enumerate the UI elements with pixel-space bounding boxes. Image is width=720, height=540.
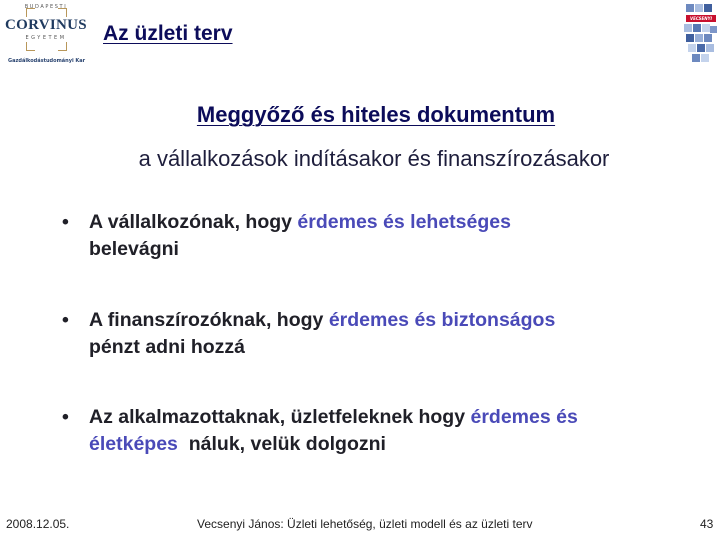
bullet-text-plain-2: pénzt adni hozzá xyxy=(89,336,245,358)
bullet-text-highlight: érdemes és biztonságos xyxy=(328,309,556,331)
bullet-dot-icon: • xyxy=(62,309,69,331)
corvinus-logo xyxy=(4,4,96,66)
logo-bracket-bottom-left xyxy=(26,42,35,51)
logo-top-text: BUDAPESTI xyxy=(24,4,68,10)
bullet-text xyxy=(89,404,709,458)
bullet-text-plain: Az alkalmazottaknak, üzletfeleknek hogy xyxy=(89,406,471,428)
corner-graphic xyxy=(682,4,718,68)
logo-main-text: CORVINUS xyxy=(5,17,87,33)
bullet-dot-icon: • xyxy=(62,406,69,428)
bullet-text-highlight: érdemes és xyxy=(470,406,578,428)
footer-center-text: Vecsenyi János: Üzleti lehetőség, üzleti modell és az üzleti terv xyxy=(197,517,533,531)
bullet-text xyxy=(89,307,709,361)
subheading-main: Meggyőző és hiteles dokumentum xyxy=(196,102,556,127)
bullet-dot-icon: • xyxy=(62,211,69,233)
bullet-text xyxy=(89,209,709,263)
subheading-secondary: a vállalkozások indításakor és finanszírozásakor xyxy=(138,146,610,171)
bullet-text-plain-2: belevágni xyxy=(89,238,179,260)
bullet-text-highlight-2: életképes xyxy=(89,433,178,455)
bullet-text-highlight: érdemes és lehetséges xyxy=(297,211,511,233)
blue-squares-icon xyxy=(682,4,718,68)
logo-bottom-text: Gazdálkodástudományi Kar xyxy=(8,58,86,64)
logo-sub-text: EGYETEM xyxy=(25,35,67,41)
slide-title: Az üzleti terv xyxy=(103,22,233,45)
footer-date: 2008.12.05. xyxy=(6,517,70,531)
bullet-text-plain-2: náluk, velük dolgozni xyxy=(177,433,386,455)
bullet-text-plain: A finanszírozóknak, hogy xyxy=(89,309,329,331)
vecsenyi-badge: VECSENYI xyxy=(686,15,716,22)
bullet-text-plain: A vállalkozónak, hogy xyxy=(89,211,298,233)
footer-page-number: 43 xyxy=(700,517,714,531)
logo-bracket-bottom-right xyxy=(58,42,67,51)
